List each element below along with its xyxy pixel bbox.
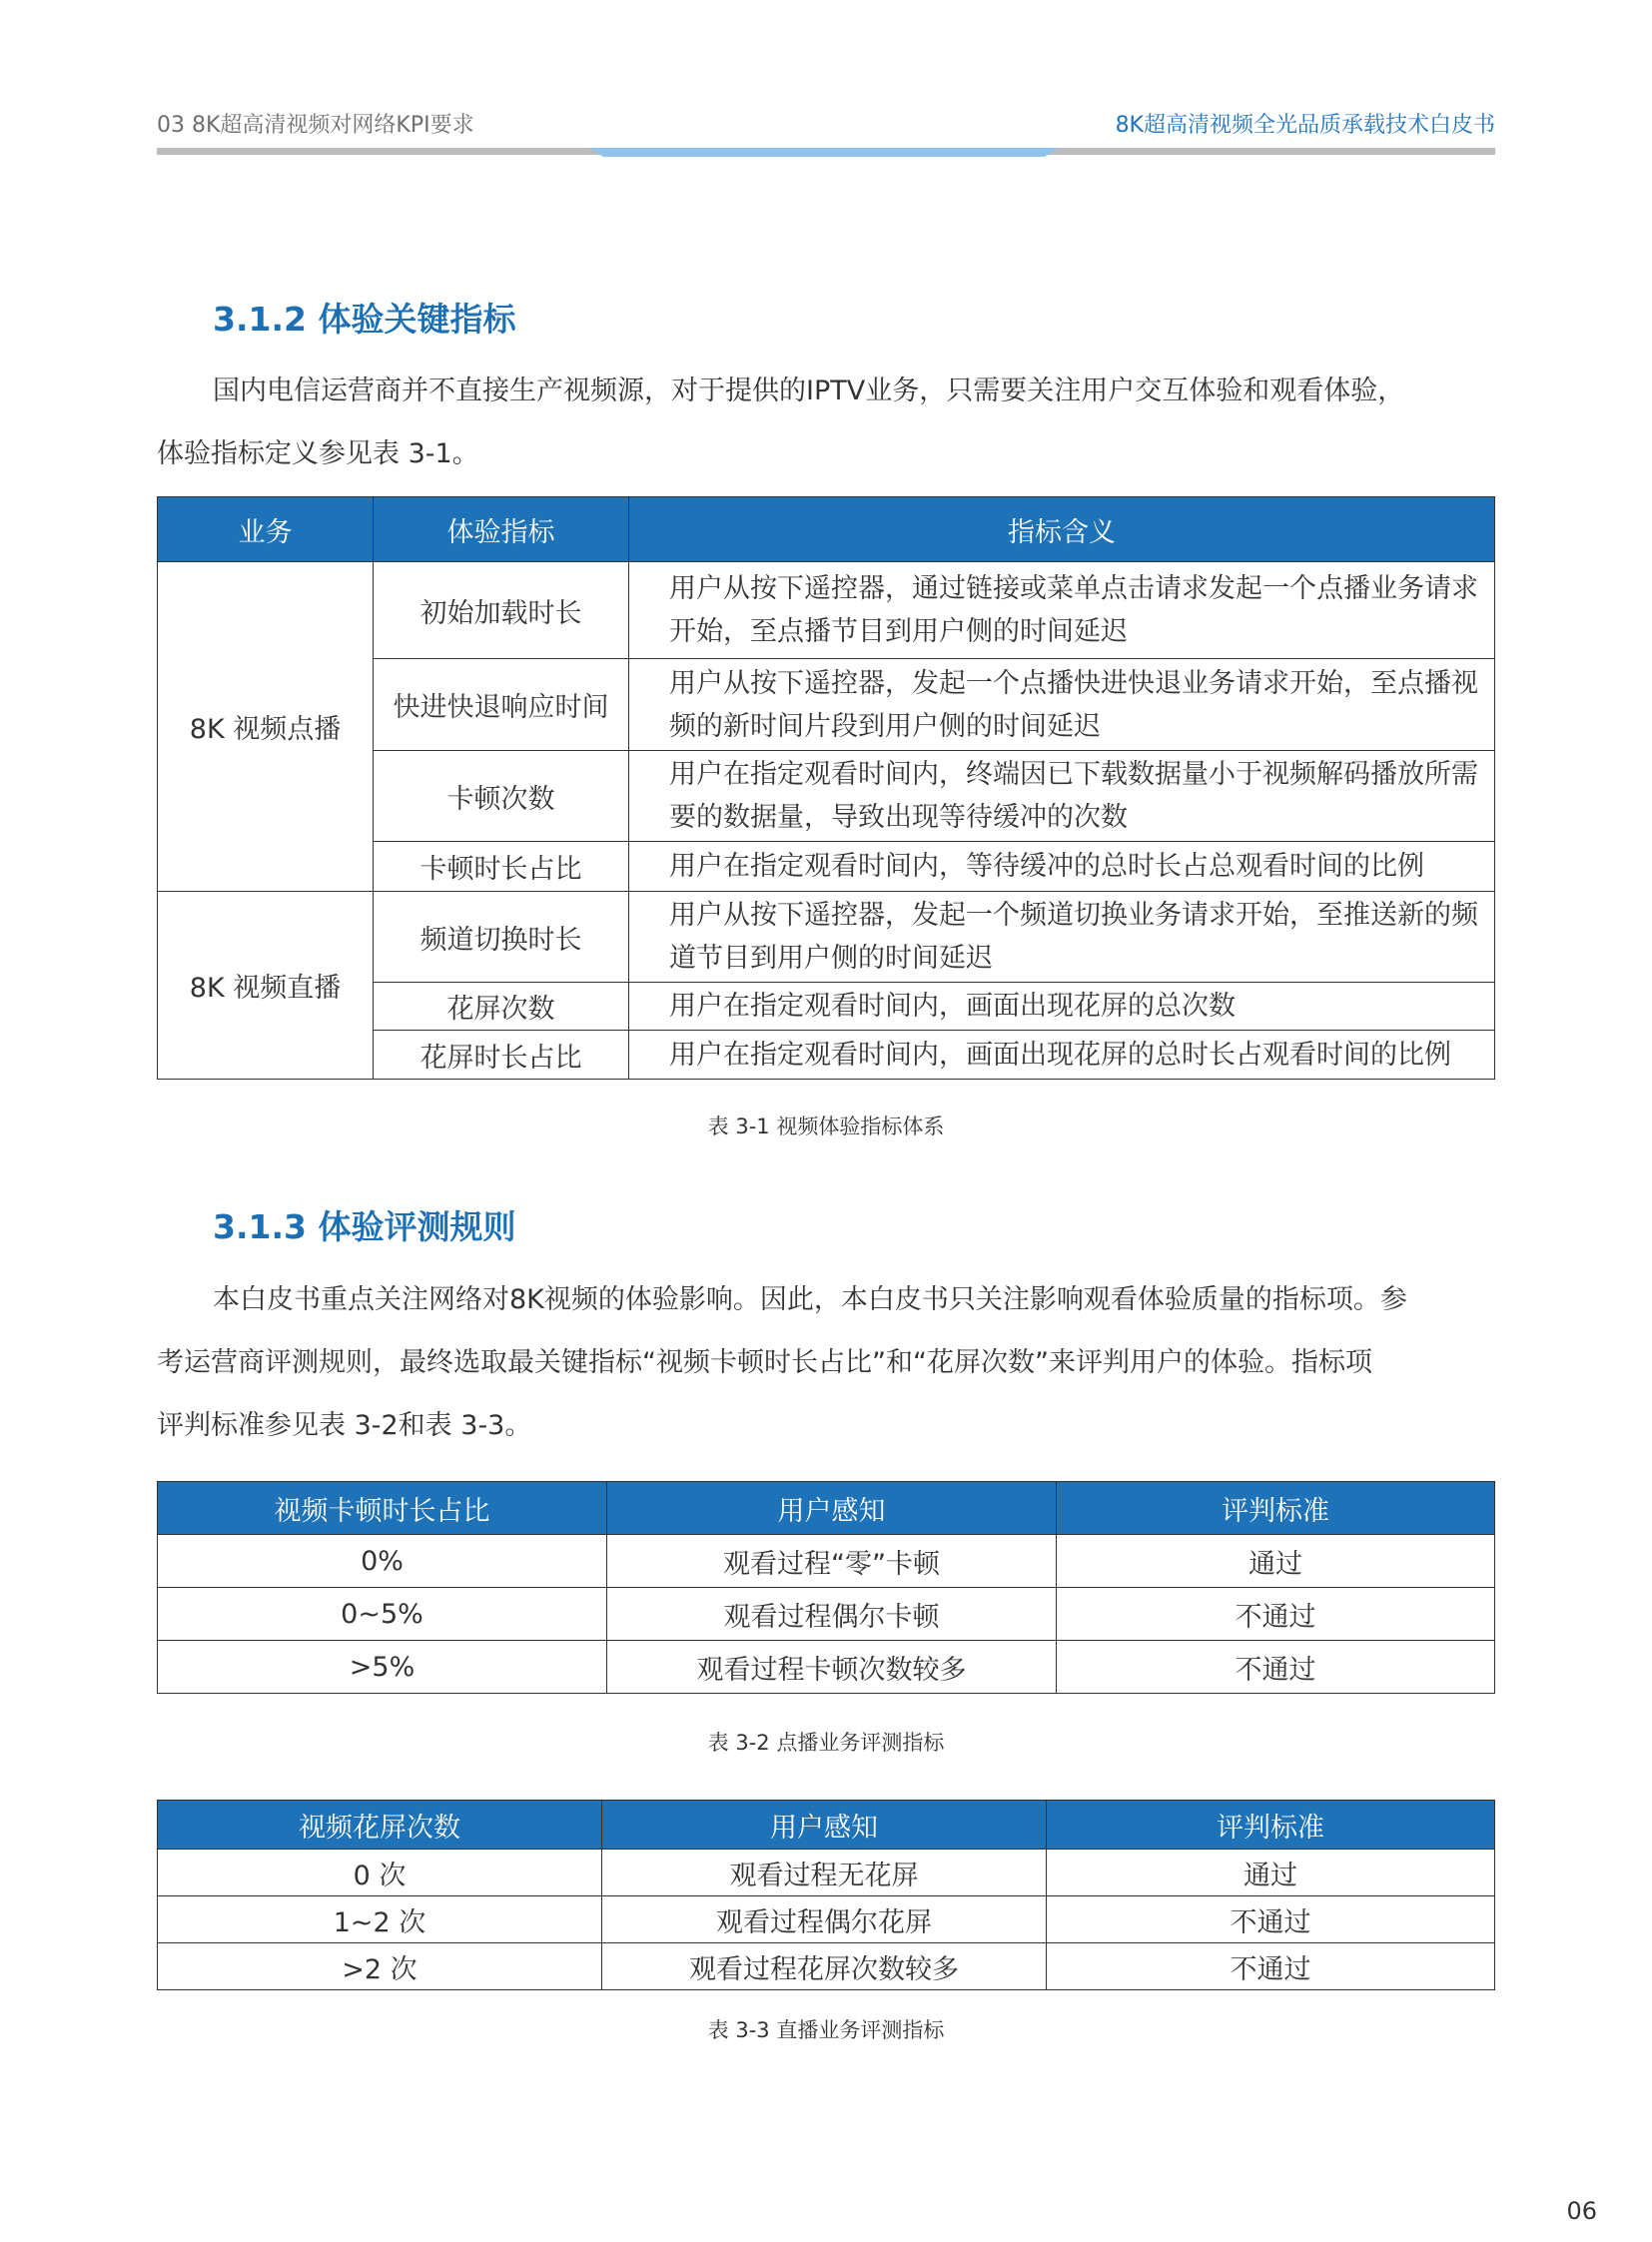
metric-cell: 初始加载时长	[374, 562, 629, 659]
table-header-row	[158, 497, 1495, 562]
table-3-3	[157, 1800, 1495, 1990]
cell: 观看过程卡顿次数较多	[607, 1641, 1057, 1694]
column-header: 体验指标	[374, 497, 629, 562]
meaning-cell: 用户从按下遥控器，发起一个点播快进快退业务请求开始，至点播视频的新时间片段到用户侧的时间延迟	[629, 659, 1495, 751]
metric-cell: 花屏时长占比	[374, 1031, 629, 1080]
cell: 不通过	[1057, 1588, 1495, 1641]
table-3-3-caption: 表 3-3 直播业务评测指标	[707, 2018, 945, 2042]
column-header: 评判标准	[1057, 1482, 1495, 1535]
table-row	[158, 892, 1495, 983]
meaning-cell: 用户从按下遥控器，通过链接或菜单点击请求发起一个点播业务请求开始，至点播节目到用户侧的时间延迟	[629, 562, 1495, 659]
cell: 观看过程偶尔花屏	[602, 1896, 1047, 1943]
paragraph-line: 评判标准参见表 3-2和表 3-3。	[157, 1410, 532, 1441]
cell: 不通过	[1057, 1641, 1495, 1694]
cell: 观看过程无花屏	[602, 1850, 1047, 1896]
table-row	[158, 1896, 1495, 1943]
paragraph-line: 国内电信运营商并不直接生产视频源，对于提供的IPTV业务，只需要关注用户交互体验和观看体验，	[213, 375, 1405, 406]
section-3-1-3-paragraph	[157, 1268, 1495, 1457]
paragraph-line: 考运营商评测规则，最终选取最关键指标“视频卡顿时长占比”和“花屏次数”来评判用户的体验。指标项	[157, 1347, 1372, 1378]
column-header: 业务	[158, 497, 374, 562]
section-title-3-1-3: 3.1.3 体验评测规则	[213, 1207, 516, 1246]
metric-cell: 频道切换时长	[374, 892, 629, 983]
meaning-cell: 用户在指定观看时间内，等待缓冲的总时长占总观看时间的比例	[629, 842, 1495, 892]
cell: >5%	[158, 1641, 607, 1694]
meaning-cell: 用户在指定观看时间内，终端因已下载数据量小于视频解码播放所需要的数据量，导致出现等待缓冲的次数	[629, 751, 1495, 842]
table-3-2-caption: 表 3-2 点播业务评测指标	[707, 1731, 945, 1755]
cell: 通过	[1047, 1850, 1495, 1896]
table-row	[158, 1535, 1495, 1588]
cell: 观看过程“零”卡顿	[607, 1535, 1057, 1588]
table-3-1	[157, 496, 1495, 1080]
page-number: 06	[1566, 2197, 1597, 2225]
table-3-1-caption: 表 3-1 视频体验指标体系	[707, 1115, 945, 1138]
cell: 观看过程花屏次数较多	[602, 1943, 1047, 1990]
header-accent-bar	[589, 148, 1059, 157]
section-title-3-1-2: 3.1.2 体验关键指标	[213, 300, 516, 339]
table-header-row	[158, 1482, 1495, 1535]
service-cell: 8K 视频直播	[158, 892, 374, 1080]
cell: 通过	[1057, 1535, 1495, 1588]
table-row	[158, 562, 1495, 659]
cell: 观看过程偶尔卡顿	[607, 1588, 1057, 1641]
header-chapter: 03 8K超高清视频对网络KPI要求	[157, 113, 474, 138]
column-header: 视频卡顿时长占比	[158, 1482, 607, 1535]
column-header: 评判标准	[1047, 1801, 1495, 1850]
cell: 0~5%	[158, 1588, 607, 1641]
table-row	[158, 1641, 1495, 1694]
column-header: 视频花屏次数	[158, 1801, 602, 1850]
meaning-cell: 用户在指定观看时间内，画面出现花屏的总次数	[629, 983, 1495, 1031]
metric-cell: 卡顿次数	[374, 751, 629, 842]
metric-cell: 花屏次数	[374, 983, 629, 1031]
paragraph-line: 体验指标定义参见表 3-1。	[157, 438, 479, 469]
metric-cell: 卡顿时长占比	[374, 842, 629, 892]
header-doc-title: 8K超高清视频全光品质承载技术白皮书	[1115, 113, 1495, 138]
meaning-cell: 用户在指定观看时间内，画面出现花屏的总时长占观看时间的比例	[629, 1031, 1495, 1080]
table-row	[158, 1943, 1495, 1990]
cell: 0%	[158, 1535, 607, 1588]
meaning-cell: 用户从按下遥控器，发起一个频道切换业务请求开始，至推送新的频道节目到用户侧的时间延迟	[629, 892, 1495, 983]
service-cell: 8K 视频点播	[158, 562, 374, 892]
cell: 0 次	[158, 1850, 602, 1896]
cell: 不通过	[1047, 1943, 1495, 1990]
metric-cell: 快进快退响应时间	[374, 659, 629, 751]
section-3-1-2-paragraph	[157, 360, 1495, 485]
column-header: 用户感知	[607, 1482, 1057, 1535]
cell: 不通过	[1047, 1896, 1495, 1943]
table-header-row	[158, 1801, 1495, 1850]
cell: 1~2 次	[158, 1896, 602, 1943]
column-header: 指标含义	[629, 497, 1495, 562]
cell: >2 次	[158, 1943, 602, 1990]
table-3-2	[157, 1481, 1495, 1694]
table-row	[158, 1850, 1495, 1896]
column-header: 用户感知	[602, 1801, 1047, 1850]
table-row	[158, 1588, 1495, 1641]
paragraph-line: 本白皮书重点关注网络对8K视频的体验影响。因此，本白皮书只关注影响观看体验质量的指标项。参	[213, 1284, 1407, 1315]
